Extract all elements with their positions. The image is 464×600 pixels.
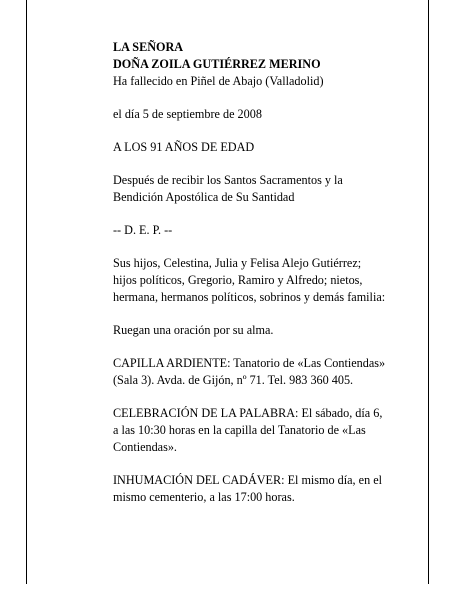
sacraments-line-1: Después de recibir los Santos Sacramentos y la <box>113 173 343 187</box>
sacraments-block <box>113 172 433 206</box>
dep-line: -- D. E. P. -- <box>113 223 173 237</box>
age-line: A LOS 91 AÑOS DE EDAD <box>113 140 255 154</box>
family-block <box>113 255 433 306</box>
deceased-line: Ha fallecido en Piñel de Abajo (Valladolid) <box>113 74 324 88</box>
family-line-2: hijos políticos, Gregorio, Ramiro y Alfredo; nietos, <box>113 273 363 287</box>
title-line-2: DOÑA ZOILA GUTIÉRREZ MERINO <box>113 57 321 71</box>
obituary-notice <box>113 39 433 506</box>
prayer-line: Ruegan una oración por su alma. <box>113 323 274 337</box>
family-line-1: Sus hijos, Celestina, Julia y Felisa Alejo Gutiérrez; <box>113 256 362 270</box>
celebration-line-3: Contiendas». <box>113 440 177 454</box>
title-line-1: LA SEÑORA <box>113 40 184 54</box>
family-line-3: hermana, hermanos políticos, sobrinos y demás familia: <box>113 290 386 304</box>
chapel-line-1: CAPILLA ARDIENTE: Tanatorio de «Las Contiendas» <box>113 356 386 370</box>
burial-block <box>113 472 433 506</box>
celebration-block <box>113 405 433 456</box>
chapel-block <box>113 355 433 389</box>
celebration-line-1: CELEBRACIÓN DE LA PALABRA: El sábado, día 6, <box>113 406 383 420</box>
celebration-line-2: a las 10:30 horas en la capilla del Tanatorio de «Las <box>113 423 366 437</box>
date-line: el día 5 de septiembre de 2008 <box>113 107 262 121</box>
sacraments-line-2: Bendición Apostólica de Su Santidad <box>113 190 295 204</box>
left-border-line <box>26 0 27 584</box>
header-block <box>113 39 433 90</box>
burial-line-2: mismo cementerio, a las 17:00 horas. <box>113 490 295 504</box>
chapel-line-2: (Sala 3). Avda. de Gijón, nº 71. Tel. 983 360 405. <box>113 373 354 387</box>
burial-line-1: INHUMACIÓN DEL CADÁVER: El mismo día, en el <box>113 473 382 487</box>
